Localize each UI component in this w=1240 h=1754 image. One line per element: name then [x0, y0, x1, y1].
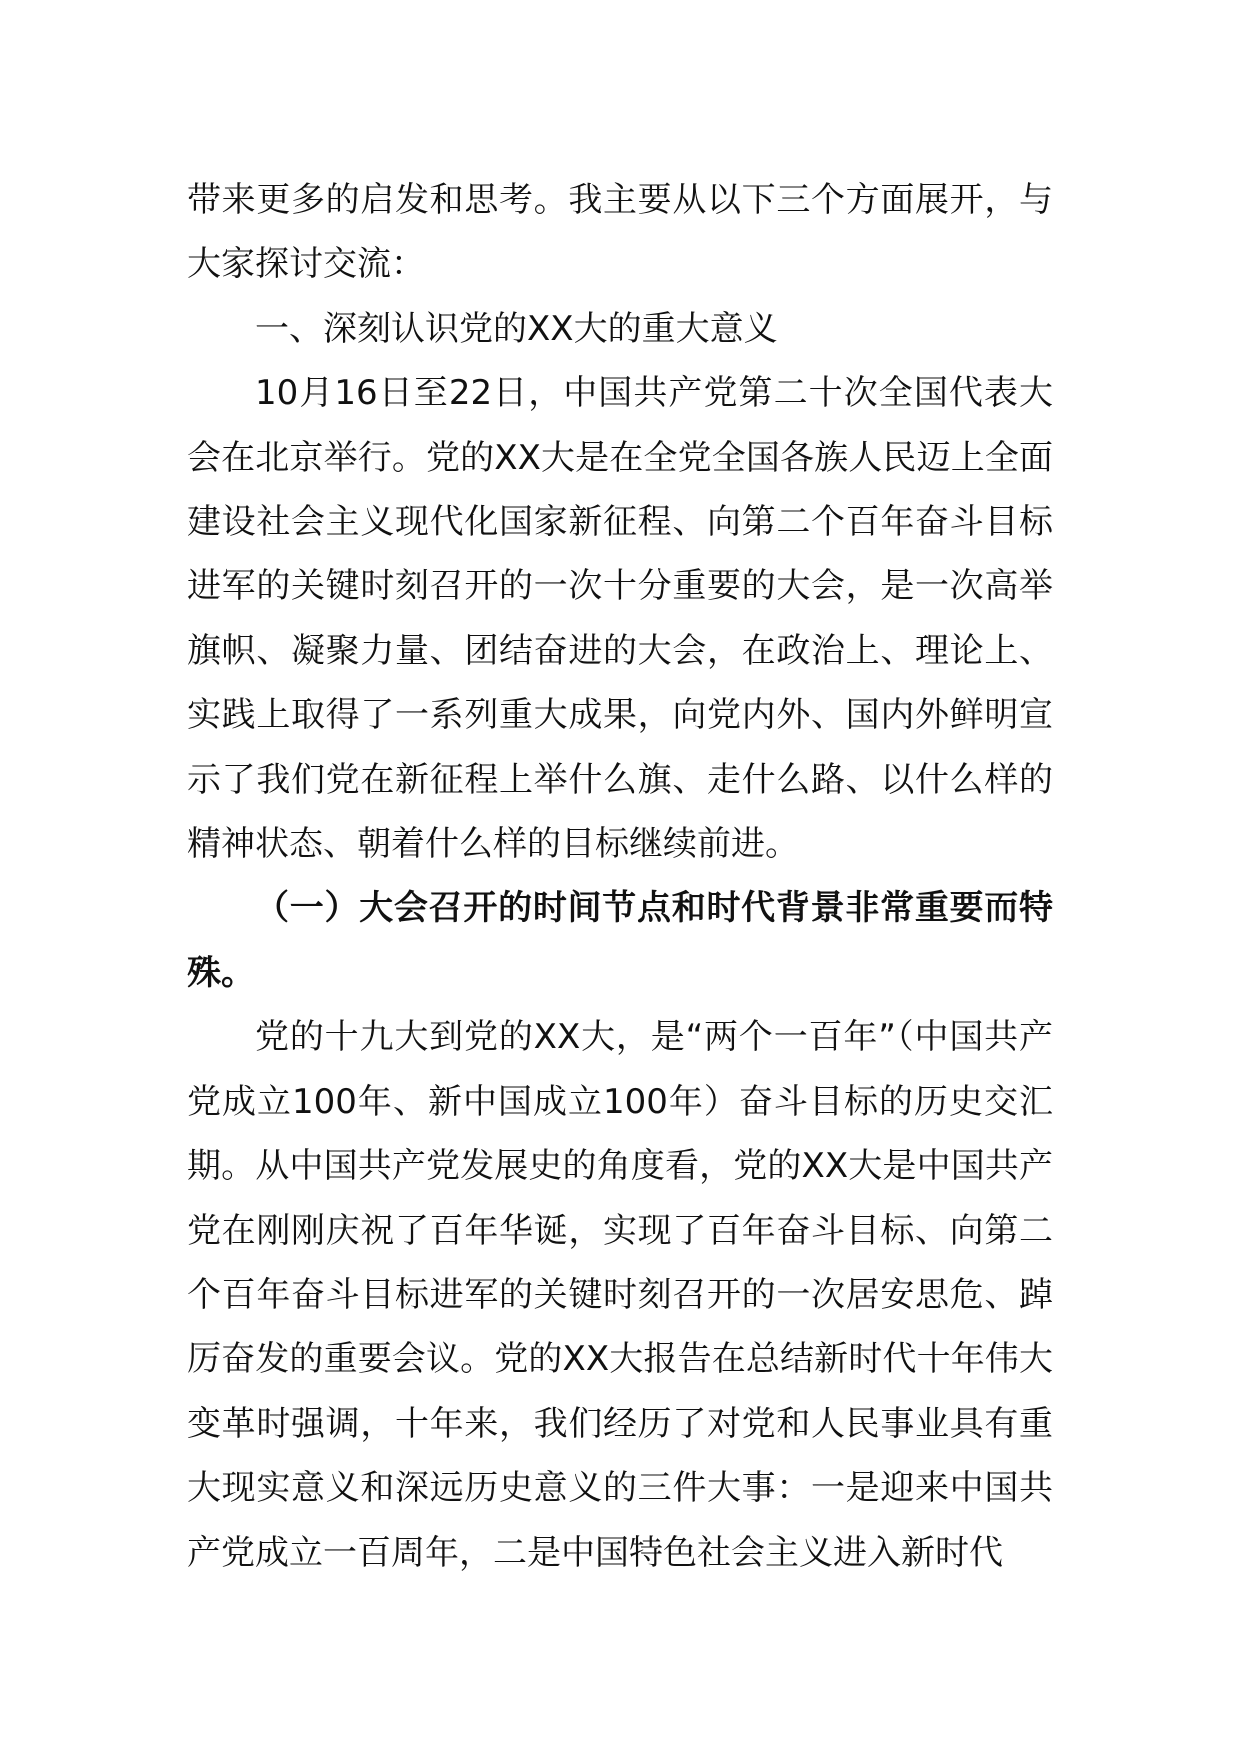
subsection-heading: （一）大会召开的时间节点和时代背景非常重要而特殊。	[187, 888, 1053, 993]
body-paragraph: 10月16日至22日，中国共产党第二十次全国代表大会在北京举行。党的XX大是在全党全国各族人民迈上全面建设社会主义现代化国家新征程、向第二个百年奋斗目标进军的关键时刻召开的一次十分重要的大会，是一次高举旗帜、凝聚力量、团结奋进的大会，在政治上、理论上、实践上取得了一系列重大成果，向党内外、国内外鲜明宣示了我们党在新征程上举什么旗、走什么路、以什么样的精神状态、朝着什么样的目标继续前进。	[187, 373, 1053, 865]
body-paragraph-continuation: 带来更多的启发和思考。我主要从以下三个方面展开，与大家探讨交流：	[187, 180, 1053, 285]
document-page	[187, 168, 1053, 1585]
body-paragraph: 党的十九大到党的XX大，是“两个一百年”（中国共产党成立100年、新中国成立100年）奋斗目标的历史交汇期。从中国共产党发展史的角度看，党的XX大是中国共产党在刚刚庆祝了百年华诞，实现了百年奋斗目标、向第二个百年奋斗目标进军的关键时刻召开的一次居安思危、踔厉奋发的重要会议。党的XX大报告在总结新时代十年伟大变革时强调，十年来，我们经历了对党和人民事业具有重大现实意义和深远历史意义的三件大事：一是迎来中国共产党成立一百周年，二是中国特色社会主义进入新时代	[187, 1017, 1053, 1573]
section-heading: 一、深刻认识党的XX大的重大意义	[255, 308, 778, 349]
